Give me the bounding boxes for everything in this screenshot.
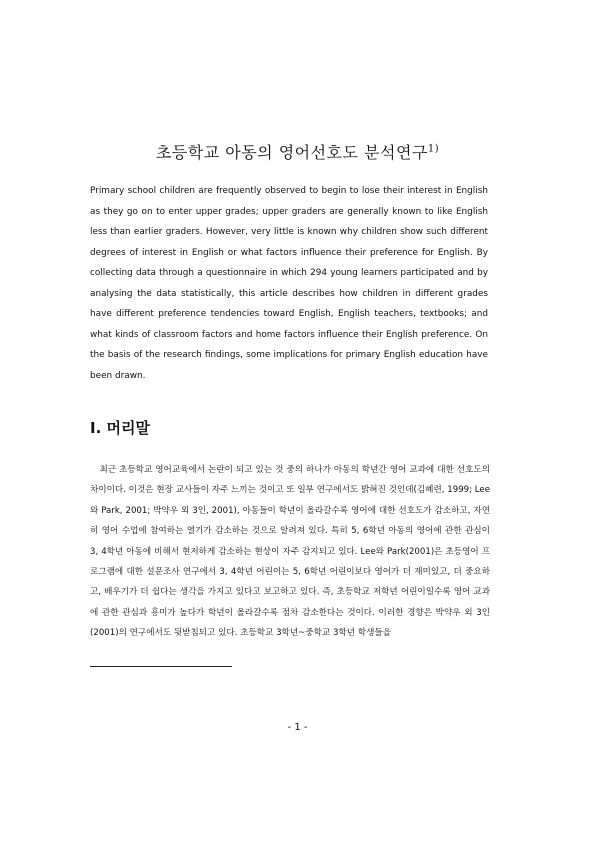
abstract-paragraph: Primary school children are frequently observed to begin to lose their interest in English as they go on to enter upper grades; upper graders are generally known to like English less than earlier graders. However, very little is known why children show such different degrees of interest in English or what factors influence their preference for English. By collecting data through a questionnaire in which 294 young learners participated and by analysing the data statistically, this article describes how children in different grades have different preference tendencies toward English, English teachers, textbooks; and what kinds of classroom factors and home factors influence their English preference. On the basis of the research findings, some implications for primary English education have been drawn.	[90, 186, 488, 381]
paper-title	[0, 140, 595, 163]
paper-title-text: 초등학교 아동의 영어선호도 분석연구	[155, 143, 428, 162]
page-number: - 1 -	[287, 722, 308, 733]
intro-paragraph: 최근 초등학교 영어교육에서 논란이 되고 있는 것 중의 하나가 아동의 학년간 영어 교과에 대한 선호도의 차이이다. 이것은 현장 교사들이 자주 느끼는 것이고 또 일부 연구에서도 밝혀진 것인데(김혜련, 1999; Lee와 Park, 2001; 박약우 외 3인, 2001), 아동들이 학년이 올라갈수록 영어에 대한 선호도가 감소하고, 자연히 영어 수업에 참여하는 열기가 감소하는 것으로 알려져 있다. 특히 5, 6학년 아동의 영어에 관한 관심이 3, 4학년 아동에 비해서 현저하게 감소하는 현상이 자주 감지되고 있다. Lee와 Park(2001)은 초등영어 프로그램에 대한 설문조사 연구에서 3, 4학년 어린이는 5, 6학년 어린이보다 영어가 더 재미있고, 더 중요하고, 배우기가 더 쉽다는 생각을 가지고 있다고 보고하고 있다. 즉, 초등학교 저학년 어린이일수록 영어 교과에 관한 관심과 흥미가 높다가 학년이 올라갈수록 점차 감소한다는 것이다. 이러한 경향은 박약우 외 3인(2001)의 연구에서도 뒷받침되고 있다. 초등학교 3학년~중학교 3학년 학생들을	[90, 465, 490, 639]
section-heading: Ⅰ. 머리말	[90, 419, 150, 437]
title-footnote-mark: 1)	[427, 143, 440, 155]
footnote-divider	[90, 666, 232, 667]
